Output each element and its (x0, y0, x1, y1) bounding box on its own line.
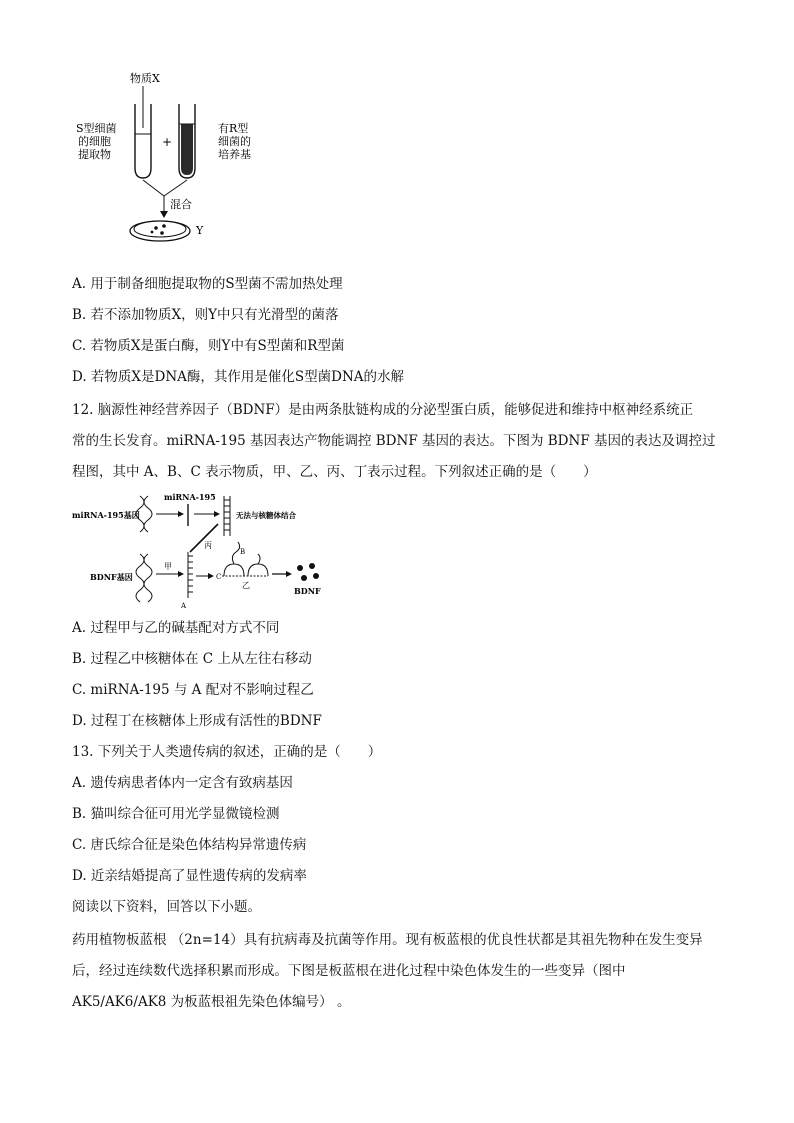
no-ribosome-binding-label: 无法与核糖体结合 (236, 511, 296, 520)
left-tube-label-3: 提取物 (78, 148, 111, 161)
q12-option-c: C. miRNA-195 与 A 配对不影响过程乙 (72, 682, 314, 698)
mix-arrow-head (160, 211, 168, 218)
arrow-head (286, 571, 292, 577)
q12-stem-line-2: 常的生长发育。miRNA-195 基因表达产物能调控 BDNF 基因的表达。下图为 BDNF 基因的表达及调控过 (72, 433, 716, 449)
reading-line-1: 药用植物板蓝根 （2n=14）具有抗病毒及抗菌等作用。现有板蓝根的优良性状都是其祖先物种在发生变异 (72, 932, 703, 948)
reading-line-3: AK5/AK6/AK8 为板蓝根祖先染色体编号） 。 (72, 994, 351, 1010)
q11-option-d: D. 若物质X是DNA酶，其作用是催化S型菌DNA的水解 (72, 369, 405, 385)
process-yi-label: 乙 (242, 581, 250, 590)
mirna-gene-label: miRNA-195基因 (72, 510, 140, 520)
left-tube-label-1: S型细菌 (76, 122, 117, 135)
bdnf-gene-label: BDNF基因 (90, 572, 133, 582)
q13-option-c: C. 唐氏综合征是染色体结构异常遗传病 (72, 837, 307, 853)
left-tube-label-2: 的细胞 (78, 135, 111, 148)
ribosome-1 (224, 564, 244, 576)
arrow-head (178, 571, 184, 577)
transformation-experiment-figure (72, 68, 272, 250)
q13-option-d: D. 近亲结婚提高了显性遗传病的发病率 (72, 868, 307, 884)
bdnf-dot (313, 573, 319, 579)
peptide-chain-b (232, 542, 239, 564)
mirna-label: miRNA-195 (164, 492, 216, 502)
q12-stem-line-1: 12. 脑源性神经营养因子（BDNF）是由两条肽链构成的分泌型蛋白质，能够促进和维持中枢神经系统正 (72, 402, 694, 418)
q13-stem: 13. 下列关于人类遗传病的叙述，正确的是（ ） (72, 744, 382, 760)
plus-sign: + (162, 135, 173, 149)
q12-stem-line-3: 程图，其中 A、B、C 表示物质，甲、乙、丙、丁表示过程。下列叙述正确的是（ ） (72, 464, 597, 480)
substance-b-label: B (240, 548, 246, 556)
mrna-a-strand (188, 552, 193, 598)
mrna-mirna-complex (224, 496, 230, 536)
bdnf-protein-label: BDNF (294, 586, 321, 596)
process-jia-label: 甲 (164, 562, 172, 571)
bdnf-dot (297, 565, 303, 571)
substance-c-label: C (216, 573, 222, 581)
ribosome-2 (248, 564, 268, 576)
right-tube-label-3: 培养基 (218, 148, 251, 161)
process-bing-label: 丙 (204, 541, 212, 550)
peptide-chain-2 (258, 554, 260, 564)
reading-line-2: 后，经过连续数代选择积累而形成。下图是板蓝根在进化过程中染色体发生的一些变异（图中 (72, 963, 626, 979)
bdnf-dot (309, 563, 315, 569)
petri-dish (130, 221, 190, 241)
substance-x-label: 物质X (130, 72, 160, 85)
q12-option-a: A. 过程甲与乙的碱基配对方式不同 (72, 620, 280, 636)
q13-option-a: A. 遗传病患者体内一定含有致病基因 (72, 775, 293, 791)
q12-option-d: D. 过程丁在核糖体上形成有活性的BDNF (72, 713, 322, 729)
dish-label: Y (196, 224, 204, 237)
substance-a-label: A (181, 602, 187, 610)
colony-dot (162, 224, 166, 228)
arrow-head (178, 511, 184, 517)
colony-dot (151, 231, 154, 234)
bdnf-regulation-figure (72, 490, 342, 610)
mix-arrow-right (164, 180, 187, 196)
right-test-tube (179, 104, 195, 178)
q11-option-a: A. 用于制备细胞提取物的S型菌不需加热处理 (72, 276, 343, 292)
bdnf-gene-dna-helix (136, 554, 152, 602)
colony-dot (154, 226, 158, 230)
right-tube-label-1: 有R型 (218, 122, 249, 135)
reading-intro: 阅读以下资料，回答以下小题。 (72, 899, 261, 915)
colony-dot (160, 231, 164, 235)
right-tube-label-2: 细菌的 (218, 135, 251, 148)
q11-option-c: C. 若物质X是蛋白酶，则Y中有S型菌和R型菌 (72, 338, 345, 354)
arrow-head (208, 573, 214, 579)
q11-option-b: B. 若不添加物质X，则Y中只有光滑型的菌落 (72, 307, 339, 323)
q12-option-b: B. 过程乙中核糖体在 C 上从左往右移动 (72, 651, 312, 667)
mix-arrow-left (143, 180, 164, 196)
bdnf-dot (301, 575, 307, 581)
q13-option-b: B. 猫叫综合征可用光学显微镜检测 (72, 806, 280, 822)
mix-label: 混合 (170, 198, 192, 211)
arrow-head (214, 511, 220, 517)
